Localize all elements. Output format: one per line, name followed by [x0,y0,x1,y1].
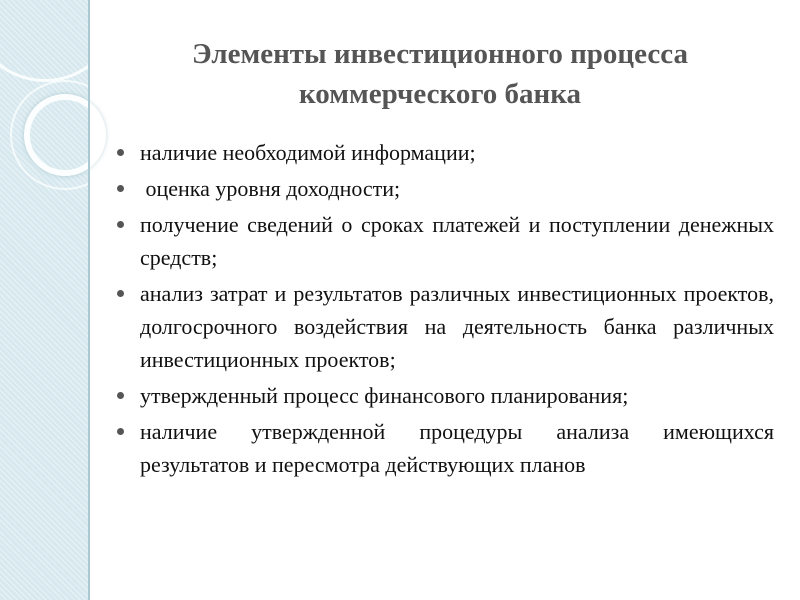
bullet-text: утвержденный процесс финансового планирования; [140,383,629,408]
decorative-side-panel [0,0,88,600]
slide-title-line-1: Элементы инвестиционного процесса [192,38,688,70]
slide-title [100,34,780,114]
bullet-dot-icon [117,428,124,435]
decorative-ring [24,94,106,176]
bullet-dot-icon [117,185,124,192]
bullet-list [116,136,774,484]
bullet-item [116,277,774,376]
bullet-text: получение сведений о сроках платежей и поступлении денежных средств; [140,212,774,270]
bullet-item [116,415,774,481]
bullet-dot-icon [117,290,124,297]
bullet-text: наличие утвержденной процедуры анализа имеющихся результатов и пересмотра действующих планов [140,419,774,477]
bullet-dot-icon [117,221,124,228]
bullet-item [116,208,774,274]
bullet-item [116,136,774,169]
bullet-item [116,379,774,412]
bullet-dot-icon [117,392,124,399]
side-panel-divider [88,0,90,600]
bullet-text: оценка уровня доходности; [140,176,401,201]
bullet-dot-icon [117,149,124,156]
bullet-item [116,172,774,205]
bullet-text: анализ затрат и результатов различных инвестиционных проектов, долгосрочного воздействия на деятельность банка различных инвестиционных проектов; [140,281,774,372]
slide-title-line-2: коммерческого банка [298,78,581,110]
bullet-text: наличие необходимой информации; [140,140,476,165]
